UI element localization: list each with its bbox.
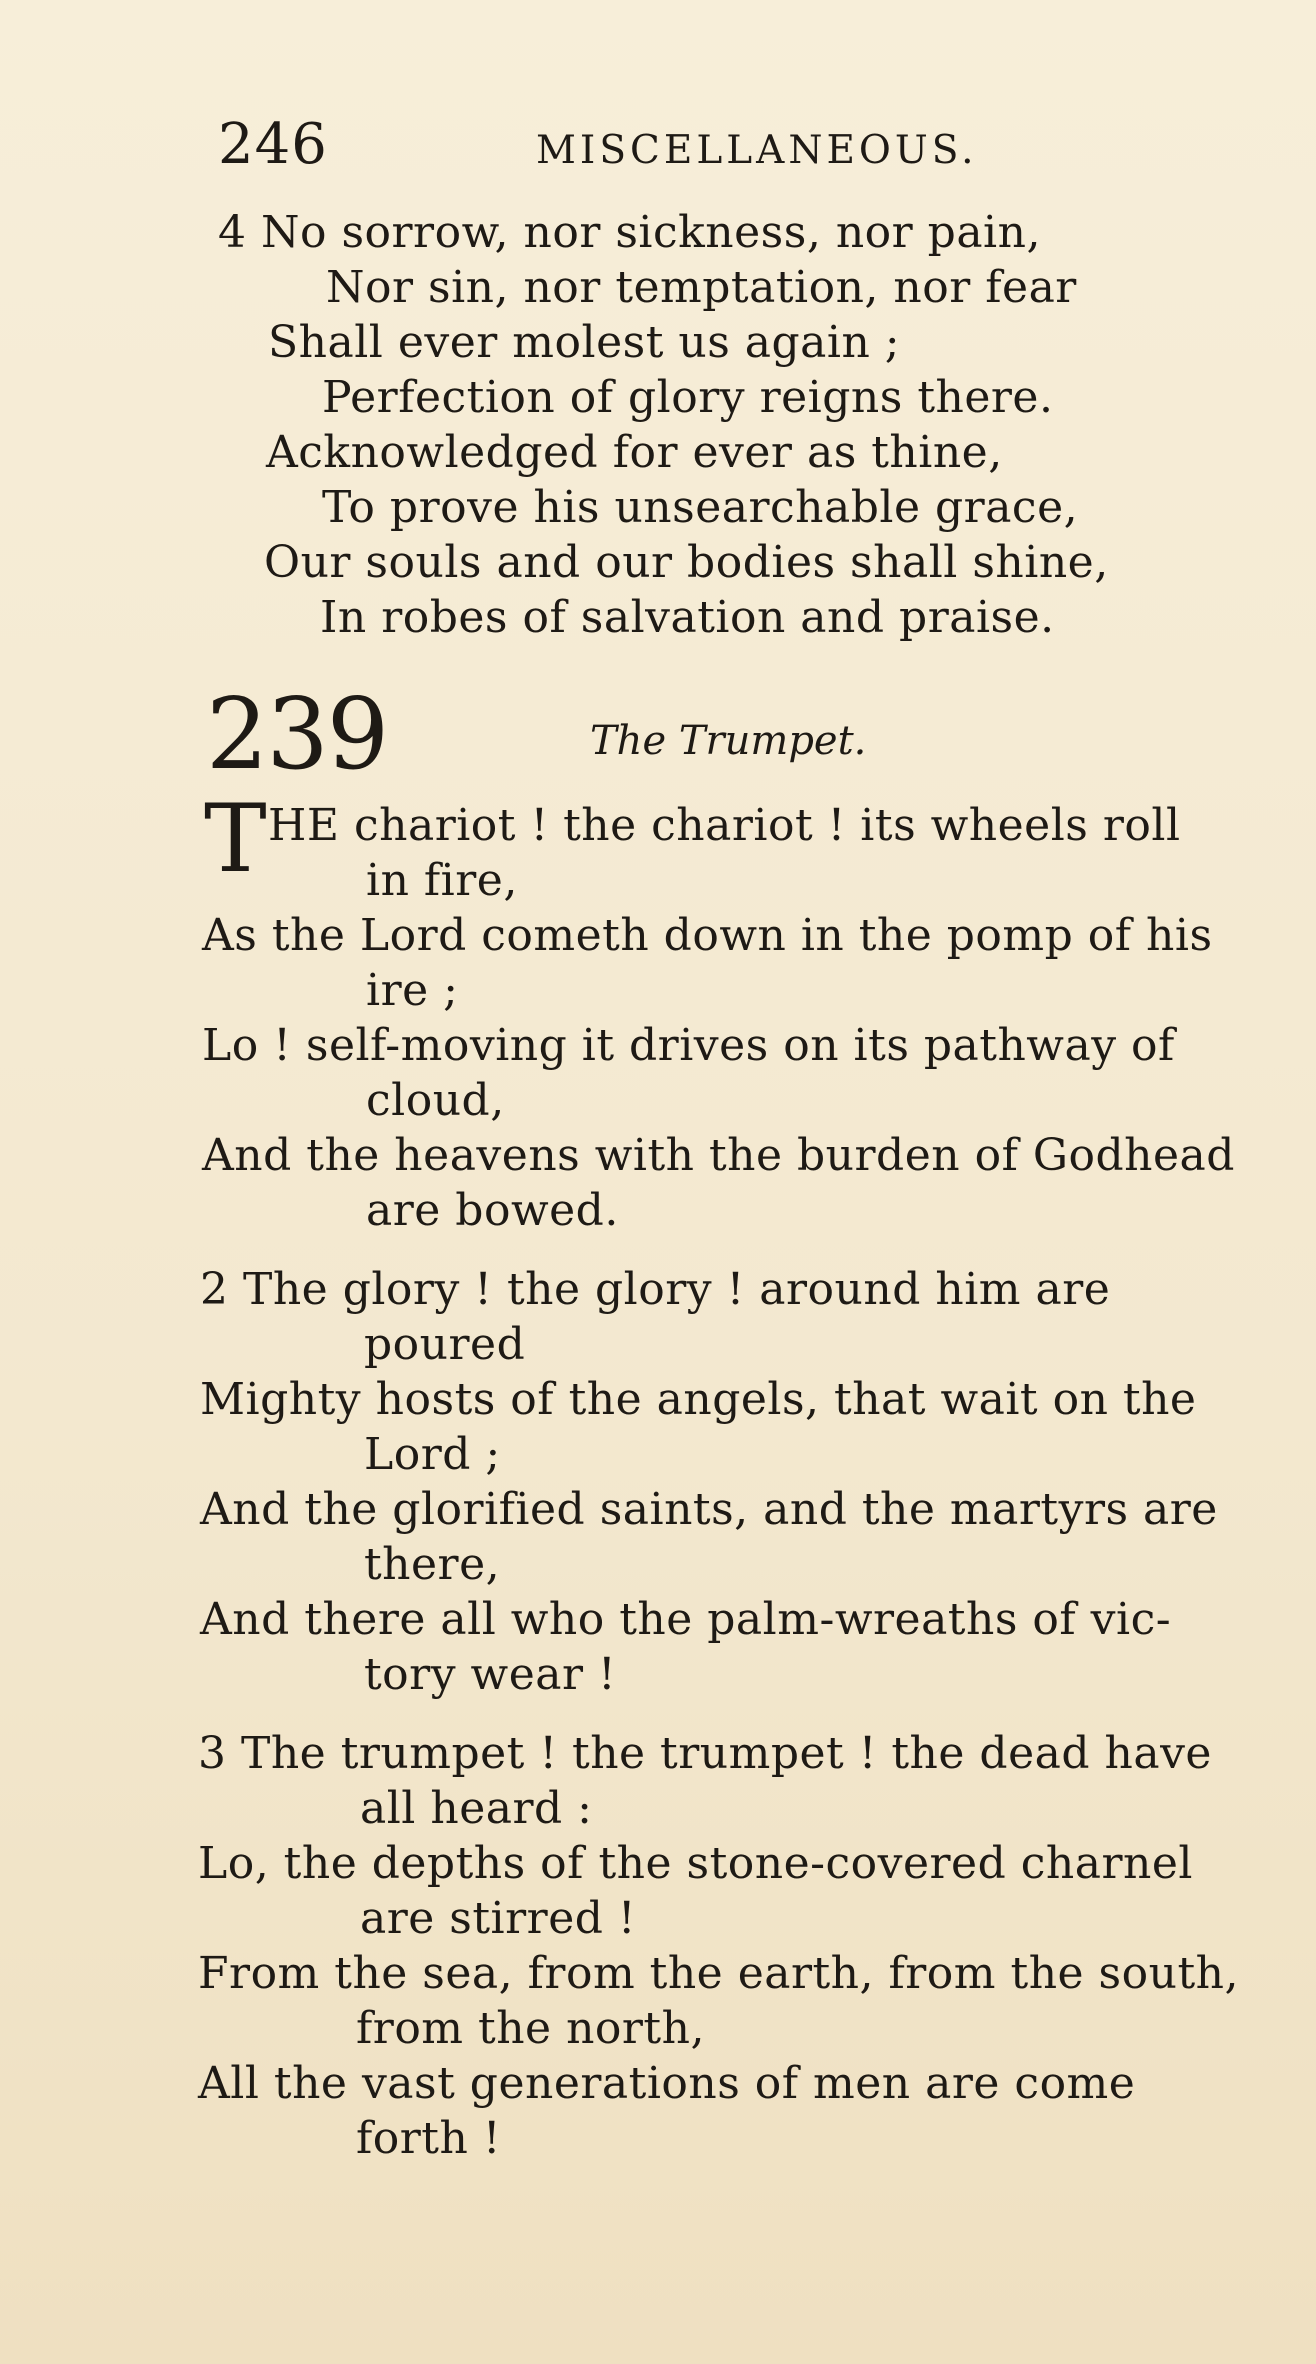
hymn-line: HE chariot ! the chariot ! its wheels roll — [268, 800, 1181, 851]
hymn-title: The Trumpet. — [590, 718, 867, 764]
hymn-line: cloud, — [366, 1075, 505, 1126]
hymn-line: And there all who the palm-wreaths of vic- — [200, 1594, 1172, 1645]
hymn-line: ire ; — [366, 965, 459, 1016]
hymn-number: 239 — [206, 678, 388, 792]
hymn-line: 3 The trumpet ! the trumpet ! the dead have — [198, 1728, 1212, 1779]
hymn-line: forth ! — [356, 2113, 501, 2164]
prev-hymn-line: Nor sin, nor temptation, nor fear — [326, 262, 1077, 313]
hymn-line: As the Lord cometh down in the pomp of his — [202, 910, 1213, 961]
hymn-line: Lo, the depths of the stone-covered charnel — [198, 1838, 1193, 1889]
prev-hymn-line: Perfection of glory reigns there. — [322, 372, 1054, 423]
prev-hymn-line: Our souls and our bodies shall shine, — [264, 537, 1109, 588]
hymn-line: And the heavens with the burden of Godhead — [202, 1130, 1235, 1181]
hymn-line: all heard : — [360, 1783, 593, 1834]
hymn-line: Lo ! self-moving it drives on its pathway of — [202, 1020, 1175, 1071]
page-header — [218, 112, 1218, 182]
hymn-line: Mighty hosts of the angels, that wait on the — [200, 1374, 1197, 1425]
hymn-line: in fire, — [366, 855, 518, 906]
prev-hymn-line: 4 No sorrow, nor sickness, nor pain, — [218, 207, 1041, 258]
hymn-line: are stirred ! — [360, 1893, 637, 1944]
prev-hymn-line: Acknowledged for ever as thine, — [266, 427, 1003, 478]
hymn-line: tory wear ! — [364, 1649, 617, 1700]
page-number: 246 — [218, 112, 328, 177]
prev-hymn-line: In robes of salvation and praise. — [320, 592, 1055, 643]
hymn-line: From the sea, from the earth, from the south, — [198, 1948, 1239, 1999]
prev-hymn-line: To prove his unsearchable grace, — [322, 482, 1079, 533]
drop-cap: T — [204, 785, 267, 894]
hymn-line: All the vast generations of men are come — [198, 2058, 1136, 2109]
hymn-line: there, — [364, 1539, 501, 1590]
hymn-line: from the north, — [356, 2003, 705, 2054]
hymn-line: Lord ; — [364, 1429, 501, 1480]
hymn-line: poured — [364, 1319, 526, 1370]
hymn-line: And the glorified saints, and the martyrs are — [200, 1484, 1218, 1535]
running-head: MISCELLANEOUS. — [536, 128, 978, 173]
hymn-line: 2 The glory ! the glory ! around him are — [200, 1264, 1111, 1315]
prev-hymn-line: Shall ever molest us again ; — [268, 317, 901, 368]
hymn-line: are bowed. — [366, 1185, 619, 1236]
